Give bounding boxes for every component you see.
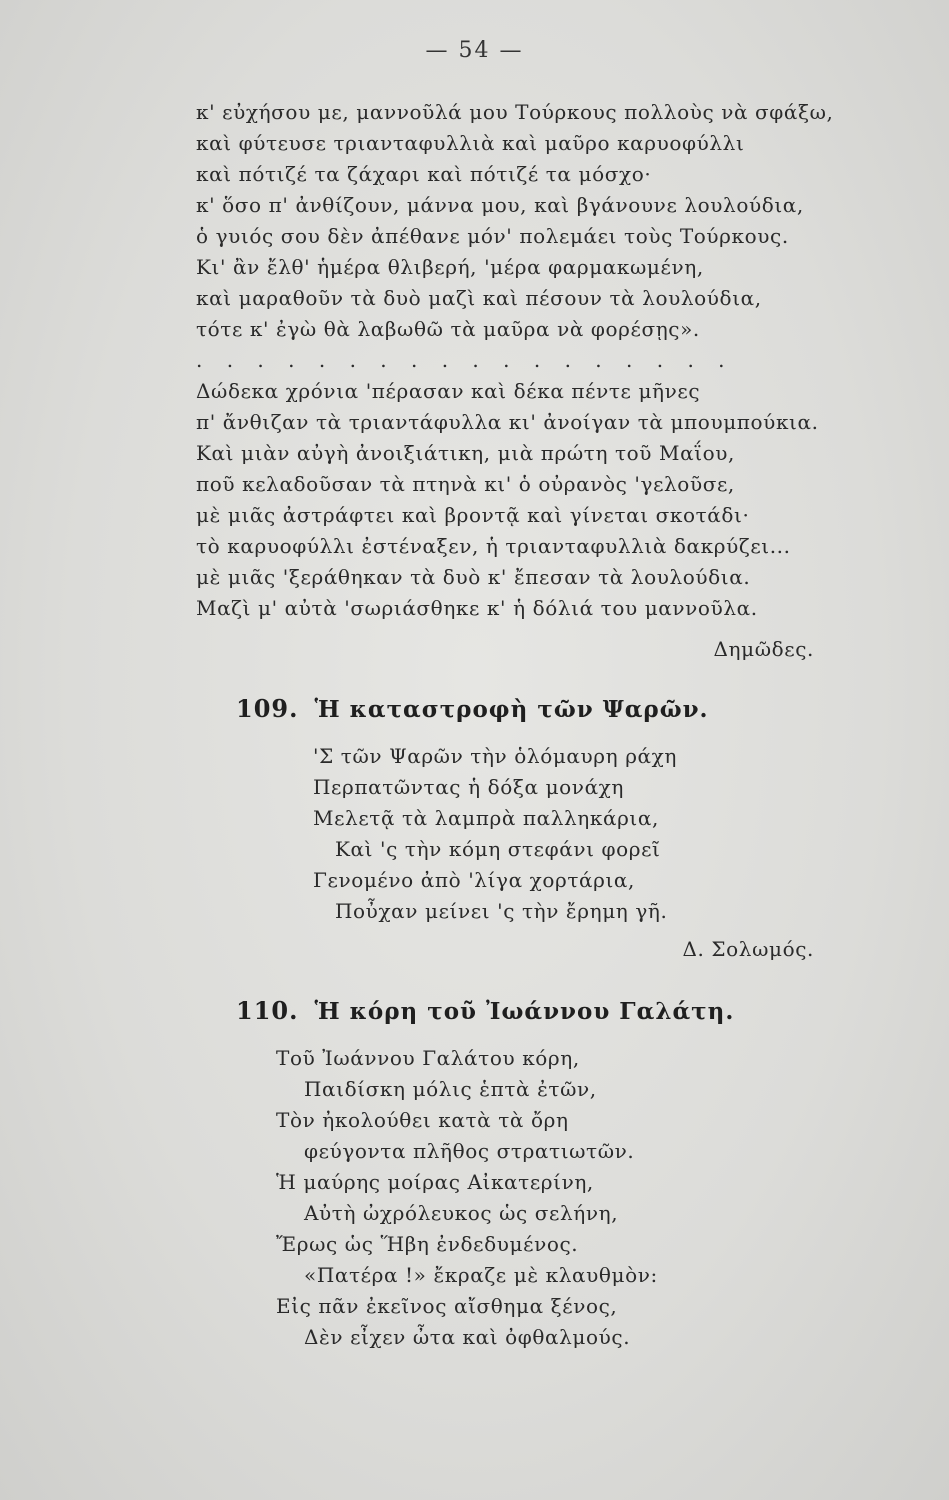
- ellipsis-line: . . . . . . . . . . . . . . . . . .: [196, 348, 734, 372]
- attribution: Δημῶδες.: [713, 637, 814, 661]
- verse-line: Εἰς πᾶν ἐκεῖνος αἴσθημα ξένος,: [276, 1294, 618, 1318]
- verse-line: φεύγοντα πλῆθος στρατιωτῶν.: [304, 1139, 635, 1163]
- verse-line: Τοῦ Ἰωάννου Γαλάτου κόρη,: [276, 1046, 580, 1070]
- verse-line: καὶ φύτευσε τριανταφυλλιὰ καὶ μαῦρο καρυοφύλλι: [196, 131, 745, 155]
- verse-line: Καὶ μιὰν αὐγὴ ἀνοιξιάτικη, μιὰ πρώτη τοῦ Μαΐου,: [196, 441, 736, 465]
- verse-line: Καὶ 'ς τὴν κόμη στεφάνι φορεῖ: [335, 837, 661, 861]
- verse-line: τότε κ' ἐγὼ θὰ λαβωθῶ τὰ μαῦρα νὰ φορέσῃς».: [196, 317, 700, 341]
- verse-line: Παιδίσκη μόλις ἑπτὰ ἐτῶν,: [304, 1077, 597, 1101]
- verse-line: κ' ὅσο π' ἀνθίζουν, μάννα μου, καὶ βγάνουνε λουλούδια,: [196, 193, 804, 217]
- verse-line: μὲ μιᾶς 'ξεράθηκαν τὰ δυὸ κ' ἔπεσαν τὰ λουλούδια.: [196, 565, 751, 589]
- poem-title: Ἡ καταστροφὴ τῶν Ψαρῶν.: [314, 696, 709, 723]
- verse-line: Κι' ἂν ἔλθ' ἡμέρα θλιβερή, 'μέρα φαρμακωμένη,: [196, 255, 704, 279]
- poem-heading: [236, 694, 709, 723]
- verse-line: ποῦ κελαδοῦσαν τὰ πτηνὰ κι' ὁ οὐρανὸς 'γελοῦσε,: [196, 472, 735, 496]
- poem-number: 110.: [236, 996, 299, 1025]
- poem-number: 109.: [236, 694, 299, 723]
- verse-line: Μελετᾷ τὰ λαμπρὰ παλληκάρια,: [313, 806, 659, 830]
- verse-line: Ἔρως ὡς Ἥβη ἐνδεδυμένος.: [276, 1232, 579, 1256]
- verse-line: Ἡ μαύρης μοίρας Αἰκατερίνη,: [276, 1170, 594, 1194]
- page-number: — 54 —: [425, 38, 524, 63]
- verse-line: Τὸν ἠκολούθει κατὰ τὰ ὄρη: [276, 1108, 569, 1132]
- verse-line: Αὐτὴ ὠχρόλευκος ὡς σελήνη,: [304, 1201, 619, 1225]
- verse-line: μὲ μιᾶς ἀστράφτει καὶ βροντᾷ καὶ γίνεται σκοτάδι·: [196, 503, 750, 527]
- attribution: Δ. Σολωμός.: [682, 937, 814, 961]
- verse-line: τὸ καρυοφύλλι ἐστέναξεν, ἡ τριανταφυλλιὰ δακρύζει...: [196, 534, 791, 558]
- poem-heading: [236, 996, 734, 1025]
- verse-line: Μαζὶ μ' αὐτὰ 'σωριάσθηκε κ' ἡ δόλιά του μαννοῦλα.: [196, 596, 758, 620]
- verse-line: Ποὖχαν μείνει 'ς τὴν ἔρημη γῆ.: [335, 899, 668, 923]
- verse-line: Γενομένο ἀπὸ 'λίγα χορτάρια,: [313, 868, 635, 892]
- verse-line: Περπατῶντας ἡ δόξα μονάχη: [313, 775, 624, 799]
- verse-line: Δὲν εἶχεν ὦτα καὶ ὀφθαλμούς.: [304, 1325, 631, 1349]
- verse-line: ὁ γυιός σου δὲν ἀπέθανε μόν' πολεμάει τοὺς Τούρκους.: [196, 224, 789, 248]
- verse-line: Δώδεκα χρόνια 'πέρασαν καὶ δέκα πέντε μῆνες: [196, 379, 701, 403]
- verse-line: καὶ μαραθοῦν τὰ δυὸ μαζὶ καὶ πέσουν τὰ λουλούδια,: [196, 286, 762, 310]
- poem-title: Ἡ κόρη τοῦ Ἰωάννου Γαλάτη.: [314, 998, 735, 1025]
- verse-line: καὶ πότιζέ τα ζάχαρι καὶ πότιζέ τα μόσχο·: [196, 162, 652, 186]
- verse-line: 'Σ τῶν Ψαρῶν τὴν ὁλόμαυρη ράχη: [313, 744, 677, 768]
- verse-line: π' ἄνθιζαν τὰ τριαντάφυλλα κι' ἀνοίγαν τὰ μπουμπούκια.: [196, 410, 819, 434]
- verse-line: «Πατέρα !» ἔκραζε μὲ κλαυθμὸν:: [304, 1263, 658, 1287]
- verse-line: κ' εὐχήσου με, μαννοῦλά μου Τούρκους πολλοὺς νὰ σφάξω,: [196, 100, 834, 124]
